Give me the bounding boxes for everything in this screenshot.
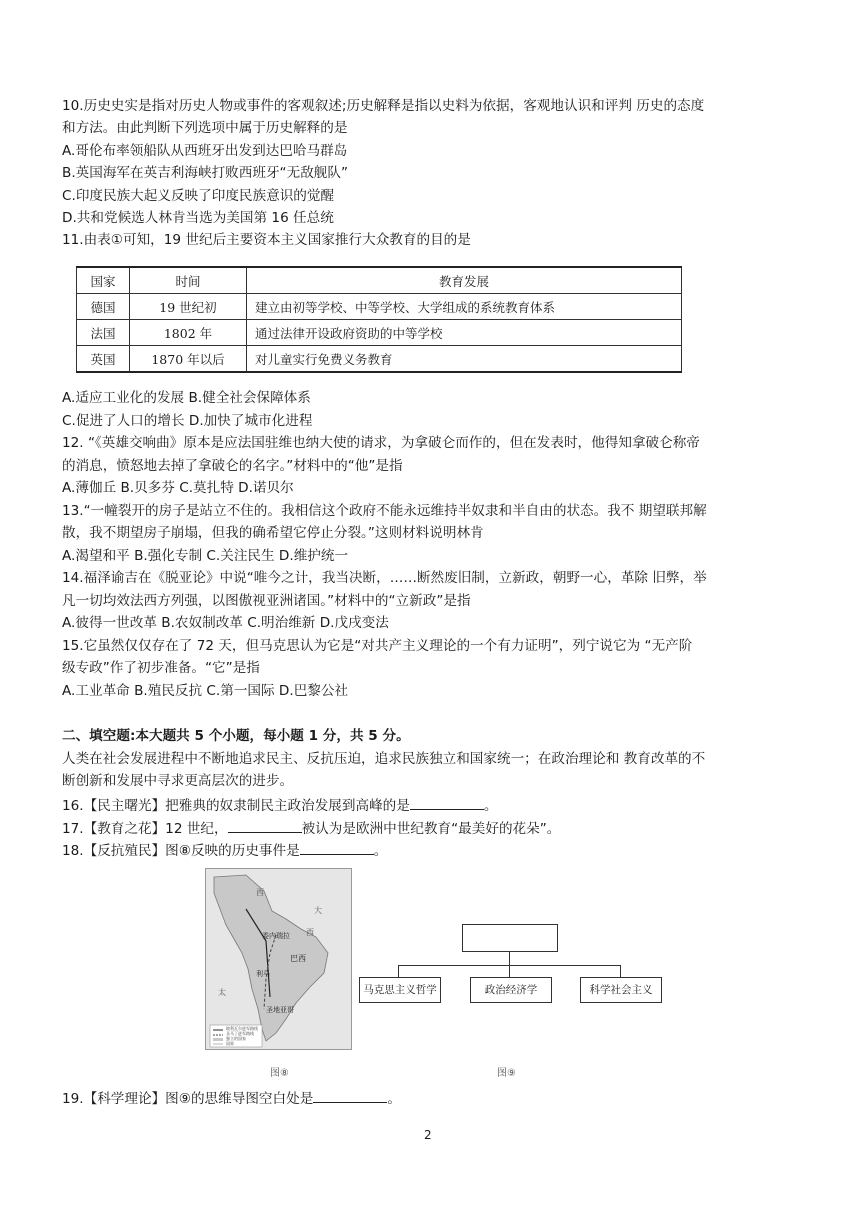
q11-options-cd: C.促进了人口的增长 D.加快了城市化进程 — [62, 413, 313, 429]
map-label: 委内瑞拉 — [262, 932, 290, 940]
mindmap-connector — [509, 951, 510, 965]
map-graphic — [206, 869, 351, 1049]
q14-options: A.彼得一世改革 B.农奴制改革 C.明治维新 D.戊戌变法 — [62, 615, 389, 631]
map-label: 太 — [218, 988, 226, 997]
map-label: 利马 — [256, 970, 270, 978]
figure8-caption: 图⑧ — [270, 1068, 289, 1079]
q15-options: A.工业革命 B.殖民反抗 C.第一国际 D.巴黎公社 — [62, 683, 349, 699]
map-label: 西 — [256, 888, 264, 897]
q18 — [62, 840, 387, 862]
table-cell: 通过法律开设政府资助的中等学校 — [247, 320, 682, 346]
table-cell: 法国 — [77, 320, 130, 346]
table-row — [77, 346, 682, 373]
q13-stem-line2: 散，我不期望房子崩塌，但我的确希望它停止分裂。”这则材料说明林肯 — [62, 525, 484, 541]
q16-end: 。 — [483, 798, 498, 814]
q14-stem-line1: 14.福泽谕吉在《脱亚论》中说“唯今之计，我当决断，……断然废旧制，立新政，朝野一心，革除 旧弊，举 — [62, 570, 707, 586]
q18-end: 。 — [373, 843, 388, 859]
page-number: 2 — [424, 1128, 432, 1142]
map-legend-item: 圣马丁进军路线 — [226, 1031, 254, 1036]
table-cell: 1802 年 — [130, 320, 247, 346]
table-header-cell: 国家 — [77, 267, 130, 294]
table-cell: 19 世纪初 — [130, 294, 247, 320]
q16-text: 16.【民主曙光】把雅典的奴隶制民主政治发展到高峰的是 — [62, 798, 410, 814]
latin-america-map — [205, 868, 352, 1050]
q13-stem-line1: 13.“一幢裂开的房子是站立不住的。我相信这个政府不能永远维持半奴隶和半自由的状态。我不 期望联邦解 — [62, 503, 707, 519]
q11-stem: 11.由表①可知，19 世纪后主要资本主义国家推行大众教育的目的是 — [62, 232, 471, 248]
map-legend-item: 玻利瓦尔进军路线 — [226, 1026, 258, 1031]
mindmap-connector — [509, 965, 510, 977]
figure9-caption: 图⑨ — [497, 1068, 516, 1079]
q10-option-d: D.共和党候选人林肯当选为美国第 16 任总统 — [62, 210, 334, 226]
table-header-cell: 教育发展 — [247, 267, 682, 294]
section-intro-line2: 断创新和发展中寻求更高层次的进步。 — [62, 773, 294, 789]
q19-text: 19.【科学理论】图⑨的思维导图空白处是 — [62, 1091, 314, 1107]
table-cell: 英国 — [77, 346, 130, 373]
map-label: 大 — [314, 906, 322, 915]
map-legend-item: 独立的国家 — [226, 1036, 246, 1041]
q17-end: 被认为是欧洲中世纪教育“最美好的花朵”。 — [301, 821, 561, 837]
q14-stem-line2: 凡一切均效法西方列强，以图傲视亚洲诸国。”材料中的“立新政”是指 — [62, 593, 471, 609]
mindmap-root-blank — [462, 924, 558, 952]
table-cell: 1870 年以后 — [130, 346, 247, 373]
mindmap-connector — [620, 965, 621, 977]
mindmap-node: 科学社会主义 — [580, 977, 662, 1003]
q17-text: 17.【教育之花】12 世纪， — [62, 821, 228, 837]
table-header-row — [77, 267, 682, 294]
q10-option-a: A.哥伦布率领船队从西班牙出发到达巴哈马群岛 — [62, 143, 348, 159]
q15-stem-line2: 级专政”作了初步准备。“它”是指 — [62, 660, 260, 676]
mindmap-node: 马克思主义哲学 — [359, 977, 441, 1003]
map-label: 圣地亚哥 — [266, 1006, 294, 1014]
q19 — [62, 1088, 401, 1110]
table-row — [77, 294, 682, 320]
mindmap-connector — [398, 965, 399, 977]
map-label: 巴西 — [290, 954, 306, 963]
q16-answer-blank[interactable] — [410, 795, 484, 810]
section-intro-line1: 人类在社会发展进程中不断地追求民主、反抗压迫，追求民族独立和国家统一；在政治理论和 教育改革的不 — [62, 751, 706, 767]
q11-options-ab: A.适应工业化的发展 B.健全社会保障体系 — [62, 390, 311, 406]
q17 — [62, 818, 560, 840]
q10-stem-line1: 10.历史史实是指对历史人物或事件的客观叙述;历史解释是指以史料为依据，客观地认识和评判 历史的态度 — [62, 98, 705, 114]
q18-text: 18.【反抗殖民】图⑧反映的历史事件是 — [62, 843, 300, 859]
q13-options: A.渴望和平 B.强化专制 C.关注民生 D.维护统一 — [62, 548, 349, 564]
q12-stem-line1: 12. “《英雄交响曲》原本是应法国驻维也纳大使的请求，为拿破仑而作的，但在发表时，他得知拿破仑称帝 — [62, 435, 700, 451]
q12-options: A.薄伽丘 B.贝多芬 C.莫扎特 D.诺贝尔 — [62, 480, 294, 496]
table-cell: 建立由初等学校、中等学校、大学组成的系统教育体系 — [247, 294, 682, 320]
table-row — [77, 320, 682, 346]
map-legend-item: 国界 — [226, 1041, 234, 1046]
section-title: 二、填空题:本大题共 5 个小题，每小题 1 分，共 5 分。 — [62, 728, 410, 744]
education-table — [76, 266, 682, 373]
table-header-cell: 时间 — [130, 267, 247, 294]
q10-option-b: B.英国海军在英吉利海峡打败西班牙“无敌舰队” — [62, 165, 349, 181]
q10-stem-line2: 和方法。由此判断下列选项中属于历史解释的是 — [62, 120, 348, 136]
q19-answer-blank[interactable] — [313, 1088, 387, 1103]
mindmap-node: 政治经济学 — [470, 977, 552, 1003]
q10-option-c: C.印度民族大起义反映了印度民族意识的觉醒 — [62, 188, 335, 204]
q15-stem-line1: 15.它虽然仅仅存在了 72 天，但马克思认为它是“对共产主义理论的一个有力证明”，列宁说它为 “无产阶 — [62, 638, 693, 654]
q18-answer-blank[interactable] — [300, 840, 374, 855]
map-label: 西 — [306, 928, 314, 937]
table-cell: 对儿童实行免费义务教育 — [247, 346, 682, 373]
q19-end: 。 — [387, 1091, 401, 1107]
q17-answer-blank[interactable] — [228, 818, 302, 833]
table-cell: 德国 — [77, 294, 130, 320]
q16 — [62, 795, 497, 817]
q12-stem-line2: 的消息，愤怒地去掉了拿破仑的名字。”材料中的“他”是指 — [62, 458, 403, 474]
